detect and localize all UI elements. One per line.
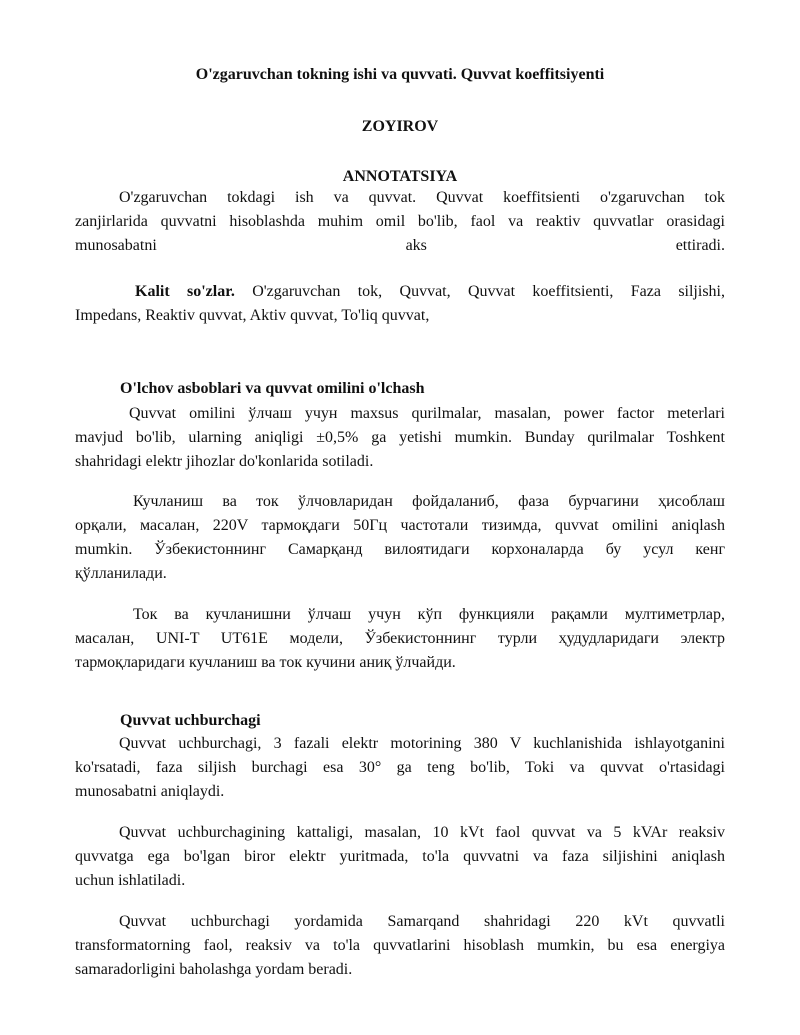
keywords-line: Impedans, Reaktiv quvvat, Aktiv quvvat, To'liq quvvat, [75,307,430,324]
section2-paragraph-3 [75,910,725,982]
keywords-line [75,280,725,304]
section1-paragraph-3 [75,603,725,675]
paragraph-line: Quvvat uchburchagi, 3 fazali elektr motorining 380 V kuchlanishida ishlayotganini [119,735,725,752]
paragraph-line: Quvvat omilini ўлчаш учун maxsus qurilmalar, masalan, power factor meterlari [129,405,725,422]
paragraph-line: тармоқларидаги кучланиш ва ток кучини аниқ ўлчайди. [75,654,456,671]
paragraph-line: mumkin. Ўзбекистоннинг Самарқанд вилоятидаги корхоналарда бу усул кенг [75,541,725,558]
section-heading-measurement: O'lchov asboblari va quvvat omilini o'lchash [120,380,425,397]
paragraph-line: Quvvat uchburchagi yordamida Samarqand shahridagi 220 kVt quvvatli [119,913,725,930]
paragraph-line: ko'rsatadi, faza siljish burchagi esa 30° ga teng bo'lib, Toki va quvvat o'rtasidagi [75,759,725,776]
paragraph-line: Ток ва кучланишни ўлчаш учун кўп функцияли рақамли мултиметрлар, [133,606,725,623]
keywords-paragraph [75,280,725,328]
paragraph-line: Quvvat uchburchagining kattaligi, masalan, 10 kVt faol quvvat va 5 kVAr reaksiv [119,824,725,841]
keywords-text: O'zgaruvchan tok, Quvvat, Quvvat koeffitsienti, Faza siljishi, [234,283,725,300]
paragraph-line: zanjirlarida quvvatni hisoblashda muhim omil bo'lib, faol va reaktiv quvvatlar orasidagi [75,213,725,230]
paragraph-line: shahridagi elektr jihozlar do'konlarida sotiladi. [75,453,374,470]
section1-paragraph-2 [75,490,725,586]
paragraph-line: quvvatga ega bo'lgan biror elektr yuritmada, to'la quvvatni va faza siljishini aniqlash [75,848,725,865]
paragraph-line: samaradorligini baholashga yordam beradi. [75,961,353,978]
paragraph-line: uchun ishlatiladi. [75,872,186,889]
paragraph-line: O'zgaruvchan tokdagi ish va quvvat. Quvvat koeffitsienti o'zgaruvchan tok [119,189,725,206]
paragraph-line: munosabatni aniqlaydi. [75,783,225,800]
annotation-paragraph [75,186,725,258]
keywords-label: Kalit so'zlar. [135,283,235,300]
document-title: O'zgaruvchan tokning ishi va quvvati. Quvvat koeffitsiyenti [195,66,605,83]
section2-paragraph-2 [75,821,725,893]
paragraph-line: масалан, UNI-T UT61E модели, Ўзбекистоннинг турли ҳудудларидаги электр [75,630,725,647]
paragraph-line: орқали, масалан, 220V тармоқдаги 50Гц частотали тизимда, quvvat omilini aniqlash [75,517,725,534]
section-heading-power-triangle: Quvvat uchburchagi [120,712,261,729]
section2-paragraph-1 [75,732,725,804]
section1-paragraph-1 [75,402,725,474]
paragraph-line: қўлланилади. [75,565,167,582]
annotation-heading: ANNOTATSIYA [342,168,458,185]
author-name: ZOYIROV [361,118,439,135]
paragraph-line: mavjud bo'lib, ularning aniqligi ±0,5% ga yetishi mumkin. Bunday qurilmalar Toshkent [75,429,725,446]
paragraph-line: Кучланиш ва ток ўлчовларидан фойдаланиб, фаза бурчагини ҳисоблаш [133,493,725,510]
paragraph-line: transformatorning faol, reaksiv va to'la quvvatlarini hisoblash mumkin, bu esa energiya [75,937,725,954]
paragraph-line: munosabatni aks ettiradi. [75,237,725,254]
